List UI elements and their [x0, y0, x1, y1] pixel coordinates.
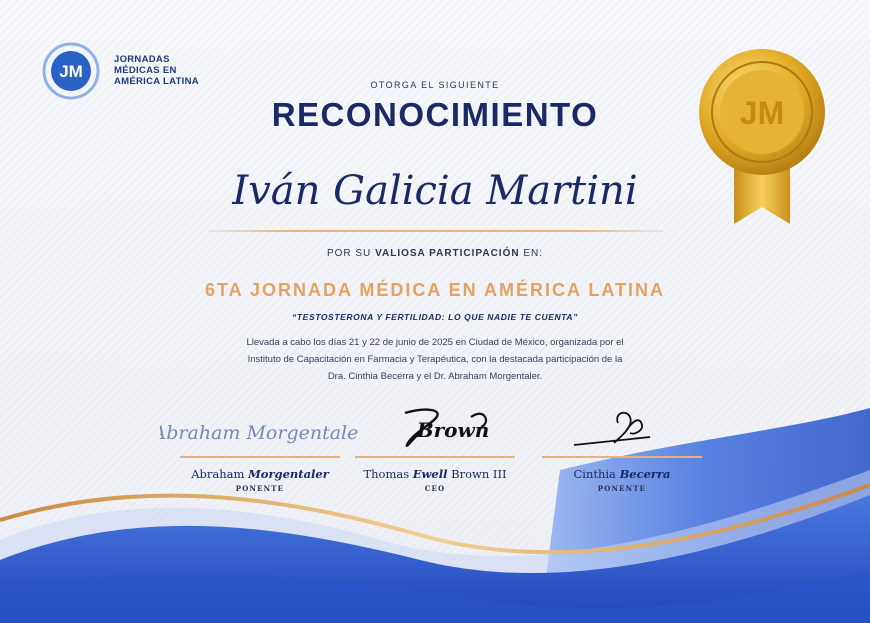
participation-prefix: POR SU — [326, 248, 376, 259]
signature-line — [180, 456, 340, 458]
logo-line-1: JORNADAS — [114, 54, 170, 65]
signatory-role: PONENTE — [597, 483, 647, 493]
logo-line-3: AMÉRICA LATINA — [114, 76, 199, 87]
certificate-title: RECONOCIMIENTO — [271, 96, 599, 133]
signature-block-brown — [335, 405, 535, 493]
logo-line-2: MÉDICAS EN — [114, 65, 177, 76]
overline-text: OTORGA EL SIGUIENTE — [370, 80, 500, 90]
event-subtitle: “TESTOSTERONA Y FERTILIDAD: LO QUE NADIE TE CUENTA” — [292, 312, 578, 322]
signature-becerra — [522, 405, 722, 451]
organization-logo — [40, 40, 210, 102]
signature-morgentaler — [160, 405, 360, 451]
signature-block-morgentaler — [160, 405, 360, 493]
signature-block-becerra — [522, 405, 722, 493]
signature-text: Abraham Morgentaler — [160, 422, 360, 444]
participation-suffix: EN: — [519, 248, 544, 259]
jm-logo-icon — [40, 40, 102, 102]
signature-line — [542, 456, 702, 458]
name-underline — [208, 230, 663, 232]
event-description — [180, 334, 690, 385]
signatory-role: CEO — [424, 483, 446, 493]
event-title: 6TA JORNADA MÉDICA EN AMÉRICA LATINA — [205, 280, 665, 300]
signatory-name: Cinthia Becerra — [573, 466, 671, 481]
signature-brown — [335, 405, 535, 451]
participation-emphasis: VALIOSA PARTICIPACIÓN — [375, 248, 520, 259]
signatory-name: Thomas Ewell Brown III — [363, 466, 507, 481]
seal-monogram: JM — [739, 95, 785, 131]
recipient-name: Iván Galicia Martini — [232, 168, 638, 214]
description-line: Llevada a cabo los días 21 y 22 de junio de 2025 en Ciudad de México, organizada por el — [246, 337, 624, 348]
signature-line — [355, 456, 515, 458]
description-line: Dra. Cinthia Becerra y el Dr. Abraham Morgentaler. — [327, 371, 543, 382]
signatory-role: PONENTE — [235, 483, 285, 493]
participation-line — [0, 248, 870, 259]
description-line: Instituto de Capacitación en Farmacia y Terapéutica, con la destacada participación de la — [247, 354, 623, 365]
signature-text: Brown — [416, 418, 490, 442]
signatory-name: Abraham Morgentaler — [191, 466, 329, 481]
logo-monogram: JM — [59, 62, 83, 81]
